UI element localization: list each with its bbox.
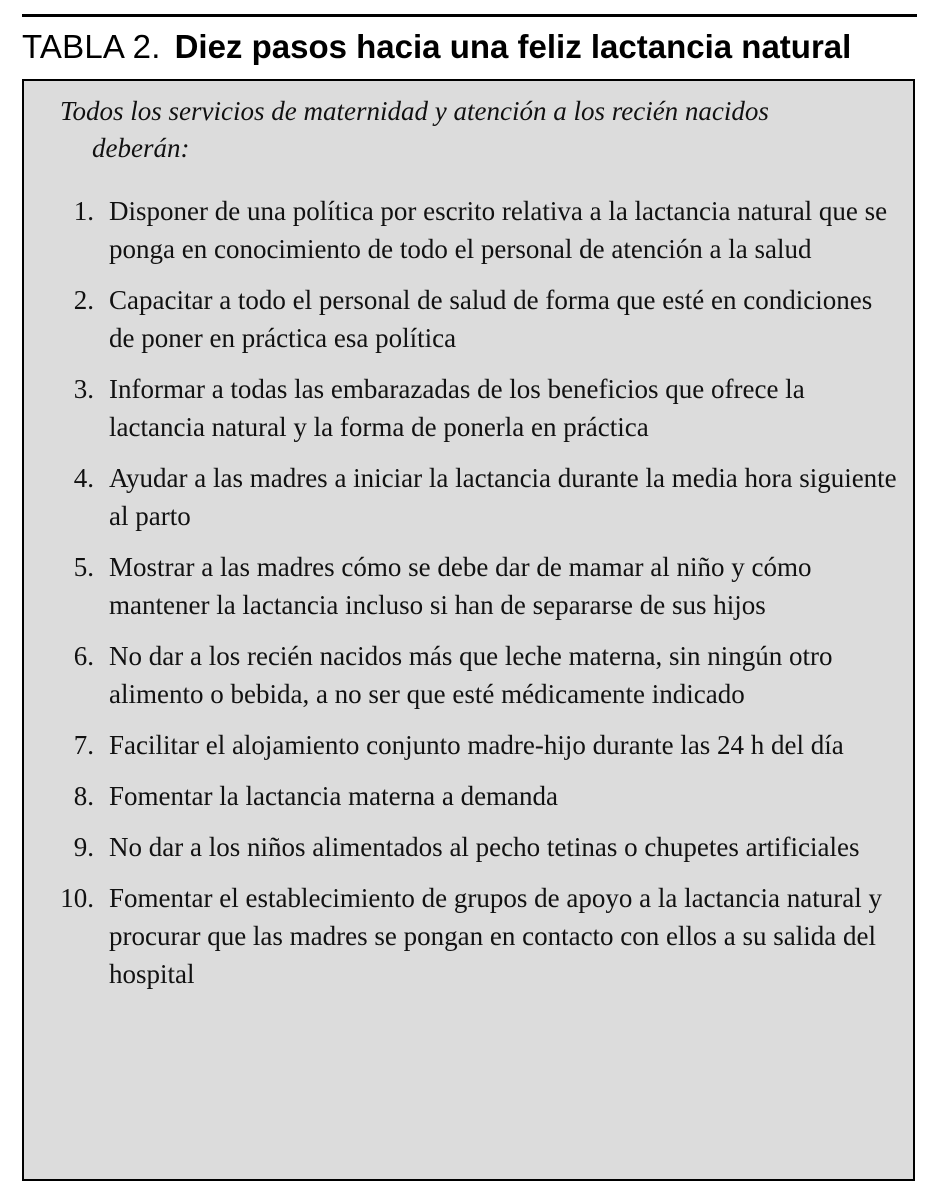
step-text: Mostrar a las madres cómo se debe dar de mamar al niño y cómo mantener la lactancia incluso si han de separarse de sus hijos: [109, 552, 812, 620]
step-text: Ayudar a las madres a iniciar la lactancia durante la media hora siguiente al parto: [109, 463, 897, 531]
list-item: [24, 828, 913, 866]
step-number: 2.: [73, 285, 94, 315]
step-text: Fomentar el establecimiento de grupos de apoyo a la lactancia natural y procurar que las madres se pongan en contacto con ellos a su salida del hospital: [109, 883, 882, 989]
step-number: 7.: [73, 730, 94, 760]
top-rule: [22, 14, 917, 17]
list-item: [24, 777, 913, 815]
steps-list: [24, 192, 913, 1006]
step-number: 1.: [73, 196, 94, 226]
list-item: [24, 459, 913, 535]
step-number: 9.: [73, 832, 94, 862]
table-heading: [22, 22, 851, 72]
step-text: No dar a los niños alimentados al pecho tetinas o chupetes artificiales: [109, 832, 860, 862]
step-number: 8.: [73, 781, 94, 811]
step-number: 10.: [60, 883, 94, 913]
step-text: Informar a todas las embarazadas de los beneficios que ofrece la lactancia natural y la forma de ponerla en práctica: [109, 374, 805, 442]
table-title: Diez pasos hacia una feliz lactancia natural: [174, 28, 852, 65]
table-box: [22, 79, 915, 1181]
step-text: Facilitar el alojamiento conjunto madre-hijo durante las 24 h del día: [109, 730, 844, 760]
list-item: [24, 370, 913, 446]
step-number: 4.: [73, 463, 94, 493]
list-item: [24, 281, 913, 357]
intro-text: Todos los servicios de maternidad y atención a los recién nacidos deberán:: [60, 96, 769, 163]
table-label: TABLA 2.: [22, 28, 161, 65]
step-number: 6.: [73, 641, 94, 671]
list-item: [24, 548, 913, 624]
step-text: Capacitar a todo el personal de salud de forma que esté en condiciones de poner en práctica esa política: [109, 285, 873, 353]
list-item: [24, 879, 913, 993]
step-number: 5.: [73, 552, 94, 582]
step-text: Fomentar la lactancia materna a demanda: [109, 781, 559, 811]
step-text: No dar a los recién nacidos más que leche materna, sin ningún otro alimento o bebida, a no ser que esté médicamente indicado: [109, 641, 833, 709]
step-text: Disponer de una política por escrito relativa a la lactancia natural que se ponga en conocimiento de todo el personal de atención a la salud: [109, 196, 888, 264]
list-item: [24, 637, 913, 713]
list-item: [24, 192, 913, 268]
step-number: 3.: [73, 374, 94, 404]
list-item: [24, 726, 913, 764]
